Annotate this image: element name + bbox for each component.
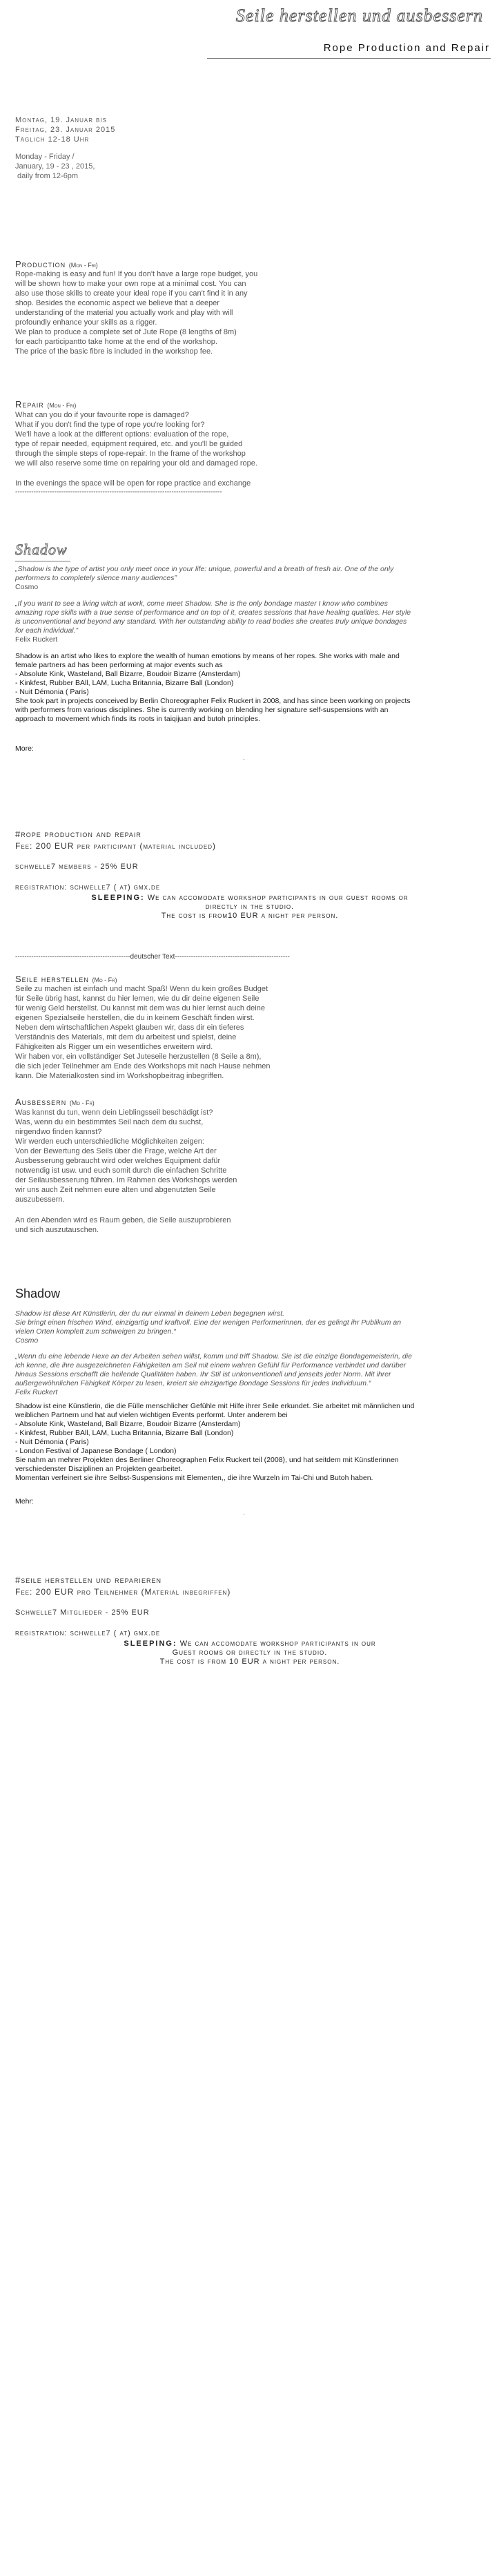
herstellen-heading-label: Seile herstellen — [15, 974, 89, 984]
repair-text — [15, 410, 333, 468]
sleeping-label: SLEEPING: — [124, 1640, 177, 1648]
repair-days: (Mon - Fri) — [47, 402, 77, 409]
bio-line: - Absolute Kink, Wasteland, Ball Bizarre, Boudoir Bizarre (Amsterdam) — [15, 1420, 241, 1428]
quote-line: vielen Orten komplett zum schweigen zu bringen.“ — [15, 1327, 176, 1336]
bio-line: verschiedenster Disziplinen an Projekten gearbeitet. — [15, 1465, 183, 1473]
bio-line: - Kinkfest, Rubber BAll, LAM, Lucha Britannia, Bizarre Ball (London) — [15, 1429, 234, 1437]
text-line: The price of the basic fibre is included in the workshop fee. — [15, 347, 213, 356]
text-line: Was kannst du tun, wenn dein Lieblingsseil beschädigt ist? — [15, 1108, 213, 1117]
date-line: daily from 12-6pm — [15, 172, 79, 180]
bio-line: - Absolute Kink, Wasteland, Ball Bizarre, Boudoir Bizarre (Amsterdam) — [15, 670, 241, 678]
bio-line: weiblichen Partnern und hat auf vielen wichtigen Events performt. Unter anderem bei — [15, 1411, 288, 1419]
sleeping-text: We can accomodate workshop participants in our — [177, 1640, 376, 1648]
text-line: Wir haben vor, ein vollständiger Set Juteseile herzustellen (8 Seile a 8m), — [15, 1052, 262, 1061]
quote-author: Cosmo — [15, 1336, 39, 1345]
date-line: Monday - Friday / — [15, 153, 75, 161]
date-line: January, 19 - 23 , 2015, — [15, 162, 95, 171]
quote-cosmo — [15, 565, 485, 592]
bio-line: - Nuit Démonia ( Paris) — [15, 1438, 89, 1446]
text-line: understanding of the material you actually work and play with will — [15, 309, 233, 317]
quote-line: performers to completely silence many audiences” — [15, 574, 177, 582]
bio-line: - Nuit Démonia ( Paris) — [15, 688, 89, 696]
herstellen-text — [15, 984, 333, 1081]
text-line: Neben dem wirtschaftlichen Aspekt glauben wir, dass dir ein tieferes — [15, 1023, 244, 1032]
text-line: We plan to produce a complete set of Jute Rope (8 lengths of 8m) — [15, 328, 237, 336]
text-line: Rope-making is easy and fun! If you don't have a large rope budget, you — [15, 270, 258, 278]
repair-heading — [15, 399, 76, 411]
text-line: kann. Die Materialkosten sind im Workshopbeitrag inbegriffen. — [15, 1072, 224, 1080]
banner-title: Seile herstellen und ausbessern — [235, 6, 483, 26]
text-line: Von der Bewertung des Seils über die Frage, welche Art der — [15, 1147, 217, 1155]
dot-mark: . — [243, 754, 245, 762]
bio-line: female partners ad has been performing at major events such as — [15, 661, 223, 669]
text-line: und sich auszutauschen. — [15, 1226, 99, 1234]
text-line: We'll have a look at the different options: evaluation of the rope, — [15, 430, 229, 439]
text-line: Seile zu machen ist einfach und macht Spaß! Wenn du kein großes Budget — [15, 985, 268, 993]
date-line: Montag, 19. Januar bis — [15, 116, 107, 124]
pricing-members-de: Schwelle7 Mitglieder - 25% EUR — [15, 1608, 150, 1617]
quote-author: Felix Ruckert — [15, 1388, 58, 1396]
sleeping-line — [15, 894, 485, 903]
ausbessern-days: (Mo - Fr) — [69, 1099, 95, 1106]
bio-line: - London Festival of Japanese Bondage ( London) — [15, 1447, 177, 1455]
text-line: Fähigkeiten als Rigger um ein wesentliches erweitern wird. — [15, 1043, 213, 1051]
quote-line: „If you want to see a living witch at work, come meet Shadow. She is the only bondage master I know who combines — [15, 599, 388, 608]
text-line: type of repair needed, equipment required, etc. and you'll be guided — [15, 440, 243, 448]
sleeping-line: The cost is from10 EUR a night per person. — [161, 912, 339, 920]
text-line: shop. Besides the economic aspect we believe that a deeper — [15, 299, 219, 307]
text-line: will be shown how to make your own rope at a minimal cost. You can — [15, 280, 246, 288]
quote-author: Cosmo — [15, 583, 39, 591]
bio-line: - Kinkfest, Rubber BAll, LAM, Lucha Britannia, Bizarre Ball (London) — [15, 679, 234, 687]
pricing-registration: registration: schwelle7 ( at) gmx.de — [15, 883, 161, 892]
text-line: Wir werden euch unterschiedliche Möglichkeiten zeigen: — [15, 1137, 204, 1146]
german-divider — [15, 953, 485, 961]
quote-line: außergewöhnlichen Fähigkeit Körper zu lesen, kreiert sie einzigartige Bondage Sessions für jedes Individuum.“ — [15, 1379, 371, 1387]
shadow-bio — [15, 652, 485, 724]
text-line: for each participantto take home at the end of the workshop. — [15, 338, 217, 346]
sleeping-line — [15, 1640, 485, 1649]
dates-german — [15, 115, 243, 144]
separator-line: ------------------------------------------------------------------------------------------ — [15, 488, 222, 496]
text-line: Ausbesserung gebraucht wird oder welches Equipment dafür — [15, 1157, 221, 1165]
quote-felix — [15, 599, 485, 644]
text-line: für Seile übrig hast, kannst du hier lernen, wie du dir deine eigenen Seile — [15, 994, 260, 1003]
text-line: through the simple steps of rope-repair. In the frame of the workshop — [15, 450, 246, 458]
quote-cosmo-de — [15, 1309, 491, 1345]
quote-line: ich kenne, die ihre ausgezeichneten Fähigkeiten am Seil mit einem wahren Gefühl für Performance verbindet und darüber — [15, 1361, 407, 1369]
date-line: Täglich 12-18 Uhr — [15, 135, 90, 144]
divider-dashes: -------------------------------------------------- — [15, 953, 130, 961]
dot-mark: . — [243, 1509, 245, 1517]
more-label-de: Mehr: — [15, 1497, 34, 1506]
quote-line: amazing rope skills with a true sense of performance and on top of it, creates sessions that have healing qualities. Her style — [15, 608, 411, 617]
shadow-bio-de — [15, 1402, 491, 1483]
text-line: wir uns auch Zeit nehmen eure alten und abgenutzten Seile — [15, 1186, 216, 1194]
shadow-title: Shadow — [15, 1287, 61, 1300]
text-line: eigenen Spezialseile herstellen, die du in keinem Geschäft finden wirst. — [15, 1014, 255, 1022]
text-line: Was, wenn du ein bestimmtes Seil nach dem du suchst, — [15, 1118, 204, 1126]
text-line: profoundly enhance your skills as a rigger. — [15, 318, 157, 327]
quote-line: „Wenn du eine lebende Hexe an der Arbeiten sehen willst, komm und triff Shadow. Sie ist die einzige Bondagemeisterin, die — [15, 1352, 412, 1361]
bio-line: with performers from various disciplines. She is currently working on blending her signature self-suspensions with an — [15, 706, 389, 714]
ausbessern-text — [15, 1108, 333, 1204]
text-line: also use those skills to create your ideal rope if you can't find it in any — [15, 289, 248, 298]
text-line: What if you don't find the type of rope you're looking for? — [15, 421, 205, 429]
repair-heading-label: Repair — [15, 399, 44, 410]
sleeping-line: Guest rooms or directly in the studio. — [172, 1649, 328, 1657]
bio-line: Momentan verfeinert sie ihre Selbst-Suspensions mit Elementen,, die ihre Wurzeln im Tai-Chi und Butoh haben. — [15, 1474, 373, 1482]
date-line: Freitag, 23. Januar 2015 — [15, 126, 116, 134]
text-line: auszubessern. — [15, 1195, 65, 1204]
quote-line: Sie bringt einen frischen Wind, einzigartig und kraftvoll. Eine der wenigen Performerinnen, der es gelingt ihr Publikum an — [15, 1318, 402, 1327]
ausbessern-heading — [15, 1097, 95, 1108]
pricing-heading: #rope production and repair — [15, 829, 141, 839]
sleeping-info — [15, 894, 485, 921]
production-text — [15, 269, 319, 356]
header-divider — [207, 58, 491, 59]
quote-author: Felix Ruckert — [15, 635, 58, 644]
quote-line: hinaus Sessions erschafft die heilende Qualitäten haben. Ihr Stil ist unkonventionell und jenseits jeder Norm. Mit ihrer — [15, 1370, 391, 1378]
pricing-members: schwelle7 members - 25% EUR — [15, 863, 139, 871]
shadow-logo: Shadow — [15, 541, 68, 558]
bio-line: approach to movement which finds its roots in taiqijuan and butoh principles. — [15, 715, 260, 723]
quote-line: for each individual.” — [15, 626, 79, 635]
quote-felix-de — [15, 1352, 491, 1397]
bio-line: Shadow is an artist who likes to explore the wealth of human emotions by means of her ropes. She works with male and — [15, 652, 400, 660]
divider-dashes: -------------------------------------------------- — [175, 953, 290, 961]
pricing-fee-de: Fee: 200 EUR pro Teilnehmer (Material inbegriffen) — [15, 1587, 231, 1597]
text-line: we will also reserve some time on repairing your old and damaged rope. — [15, 459, 257, 468]
text-line: Verständnis des Materials, mit dem du arbeitest und spielst, deine — [15, 1033, 237, 1041]
bio-line: She took part in projects conceived by Berlin Choreographer Felix Ruckert in 2008, and has since been working on projects — [15, 697, 411, 705]
pricing-fee: Fee: 200 EUR per participant (material included) — [15, 841, 217, 851]
text-line: der Seilausbesserung führen. Im Rahmen des Workshops werden — [15, 1176, 237, 1184]
sleeping-info-de — [15, 1640, 485, 1666]
herstellen-days: (Mo - Fr) — [92, 977, 117, 983]
pricing-heading-de: #seile herstellen und reparieren — [15, 1575, 162, 1585]
sleeping-line: directly in the studio. — [205, 903, 295, 911]
more-label: More: — [15, 744, 34, 753]
production-heading-label: Production — [15, 259, 66, 269]
dates-english — [15, 152, 243, 181]
sleeping-label: SLEEPING: — [91, 894, 145, 902]
evening-note: In the evenings the space will be open for rope practice and exchange — [15, 479, 251, 488]
bio-line: Sie nahm an mehrer Projekten des Berliner Choreographen Felix Ruckert teil (2008), und hat seitdem mit Künstlerinnen — [15, 1456, 399, 1464]
quote-line: „Shadow is the type of artist you only meet once in your life: unique, powerful and a breath of fresh air. One of the only — [15, 565, 394, 573]
ausbessern-heading-label: Ausbessern — [15, 1097, 67, 1107]
sleeping-text: We can accomodate workshop participants in our guest rooms or — [144, 894, 409, 902]
evening-note-de — [15, 1215, 333, 1235]
text-line: An den Abenden wird es Raum geben, die Seile auszuprobieren — [15, 1216, 231, 1224]
text-line: für wenig Geld herstellst. Du kannst mit dem was du hier lernst auch deine — [15, 1004, 265, 1012]
text-line: nirgendwo finden kannst? — [15, 1128, 102, 1136]
bio-line: Shadow ist eine Künstlerin, die die Fülle menschlicher Gefühle mit Hilfe ihrer Seile erkundet. Sie arbeitet mit männlichen und — [15, 1402, 415, 1410]
text-line: notwendig ist usw. und euch somit durch die einfachen Schritte — [15, 1166, 227, 1175]
quote-line: Shadow ist diese Art Künstlerin, der du nur einmal in deinem Leben begegnen wirst. — [15, 1309, 285, 1318]
production-days: (Mon - Fri) — [68, 262, 98, 269]
text-line: die sich jeder Teilnehmer am Ende des Workshops mit nach Hause nehmen — [15, 1062, 271, 1070]
divider-label: deutscher Text — [130, 953, 175, 961]
pricing-registration-de: registration: schwelle7 ( at) gmx.de — [15, 1629, 161, 1637]
page-subtitle: Rope Production and Repair — [323, 42, 490, 54]
text-line: What can you do if your favourite rope is damaged? — [15, 411, 189, 419]
sleeping-line: The cost is from 10 EUR a night per person. — [159, 1657, 340, 1666]
quote-line: is unconventional and beyond any standard. With her outstanding ability to read bodies she creates truly unique bondages — [15, 617, 407, 626]
